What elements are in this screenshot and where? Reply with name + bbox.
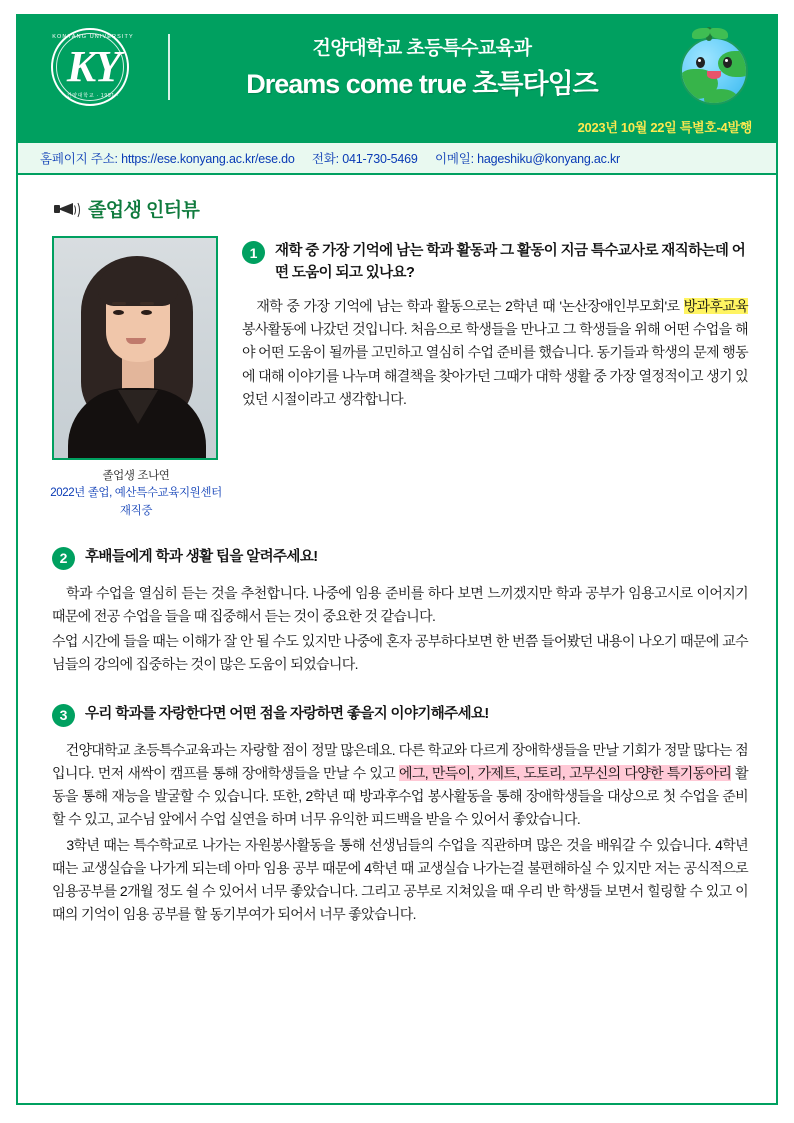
question-1 [242, 240, 748, 285]
answer-1-part-3: 봉사활동에 나갔던 것입니다. 처음으로 학생들을 만나고 그 학생들을 위해 어떤 수업을 해야 어떤 도움이 될까를 고민하고 열심히 수업 준비를 했습니다. 동기들과 학생의 문제 행동에 대해 이야기를 나누며 해결책을 찾아가던 그때가 대학 생활 중 가장 열정적이고 생기 있었던 시절이라고 생각합니다. [242, 321, 748, 407]
section-header [54, 195, 748, 222]
masthead [18, 16, 776, 117]
question-number-3: 3 [52, 704, 75, 727]
answer-2-paragraph-2: 수업 시간에 들을 때는 이해가 잘 안 될 수도 있지만 나중에 혼자 공부하다보면 한 번쯤 들어봤던 내용이 나오기 때문에 교수님들의 강의에 집중하는 것이 많은 도움이 되었습니다. [52, 633, 748, 673]
graduate-photo [52, 236, 218, 460]
university-logo [18, 16, 168, 117]
answer-3-paragraph-2: 3학년 때는 특수학교로 나가는 자원봉사활동을 통해 선생님들의 수업을 직관하며 많은 것을 배워갈 수 있습니다. 4학년 때는 교생실습을 나가게 되는데 아마 임용 공부 때문에 4학년 때 교생실습 나가는걸 불편해하실 수 있지만 저는 공식적으로 임용공부를 2개월 정도 쉴 수 있어서 너무 좋았습니다. 그리고 공부로 지쳐있을 때 우리 반 학생들 보면서 힐링할 수 있고 이때의 기억이 임용 공부를 할 동기부여가 되어서 너무 좋았습니다. [52, 836, 748, 923]
email-link[interactable]: 이메일: hageshiku@konyang.ac.kr [434, 152, 621, 166]
answer-3-paragraph-1 [52, 739, 748, 832]
interview-intro-row [48, 236, 748, 520]
university-seal-icon [45, 26, 141, 108]
portrait-illustration [54, 238, 216, 458]
answer-text-1 [242, 295, 748, 411]
answer-3-part-3: 활동을 통해 재능을 발굴할 수 있습니다. 또한, 2학년 때 방과후수업 봉사활동을 통해 장애학생들을 대상으로 첫 수업을 준비할 수 있고, 교수님 앞에서 수업 실연을 하며 너무 유익한 피드백을 받을 수 있어서 좋았습니다. [52, 764, 748, 828]
answer-1-part-1: 재학 중 가장 기억에 남는 학과 활동으로는 2학년 때 '논산장애인부모회'로 [242, 297, 684, 314]
answer-3-part-1: 건양대학교 초등특수교육과는 자랑할 점이 정말 많은데요. 다른 학교와 다르게 장애학생들을 만날 기회가 정말 많다는 점입니다. 먼저 새싹이 캠프를 통해 장애학생들을 만날 수 있고 [52, 741, 748, 781]
page-title: Dreams come true 초특타임즈 [246, 68, 598, 99]
photo-caption [48, 468, 224, 520]
homepage-link[interactable]: 홈페이지 주소: https://ese.konyang.ac.kr/ese.do [40, 152, 295, 166]
answer-3-highlight: 에그, 만득이, 가제트, 도토리, 고무신의 다양한 특기동아리 [399, 764, 732, 781]
question-3 [52, 703, 748, 727]
qa-block-2 [48, 546, 748, 677]
question-text-1: 재학 중 가장 기억에 남는 학과 활동과 그 활동이 지금 특수교사로 재직하는데 어떤 도움이 되고 있나요? [275, 243, 746, 282]
page-frame [16, 14, 778, 1105]
contact-bar [18, 142, 776, 175]
qa-block-3 [48, 703, 748, 927]
question-text-2: 후배들에게 학과 생활 팁을 알려주세요! [85, 548, 318, 565]
answer-1-highlight: 방과후교육 [683, 297, 748, 314]
photo-column [48, 236, 224, 520]
question-number-1: 1 [242, 241, 265, 264]
logo-mark: KY [66, 42, 120, 91]
photo-caption-detail: 2022년 졸업, 예산특수교육지원센터 재직중 [50, 487, 222, 517]
qa-column [242, 236, 748, 411]
issue-date: 2023년 10월 22일 특별호-4발행 [18, 117, 776, 142]
section-title: 졸업생 인터뷰 [88, 200, 200, 221]
question-number-2: 2 [52, 547, 75, 570]
logo-top-text: KONYANG UNIVERSITY [52, 33, 134, 40]
question-2 [52, 546, 748, 570]
question-text-3: 우리 학과를 자랑한다면 어떤 점을 자랑하면 좋을지 이야기해주세요! [85, 705, 489, 722]
photo-caption-name: 졸업생 조나연 [102, 470, 170, 482]
megaphone-icon [54, 199, 80, 219]
masthead-divider [168, 34, 170, 100]
logo-bottom-text: 건양대학교 · 1991 · [66, 92, 120, 99]
earth-mascot-icon [676, 27, 754, 105]
answer-text-3 [52, 739, 748, 927]
answer-text-2 [52, 582, 748, 677]
department-name: 건양대학교 초등특수교육과 [312, 37, 532, 59]
answer-2-paragraph-1: 학과 수업을 열심히 듣는 것을 추천합니다. 나중에 임용 준비를 하다 보면 느끼겠지만 학과 공부가 임용고시로 이어지기 때문에 전공 수업을 들을 때 집중해서 듣는 것이 중요한 것 같습니다. [52, 584, 748, 624]
article-body [18, 175, 776, 1103]
phone-text: 전화: 041-730-5469 [311, 152, 418, 166]
